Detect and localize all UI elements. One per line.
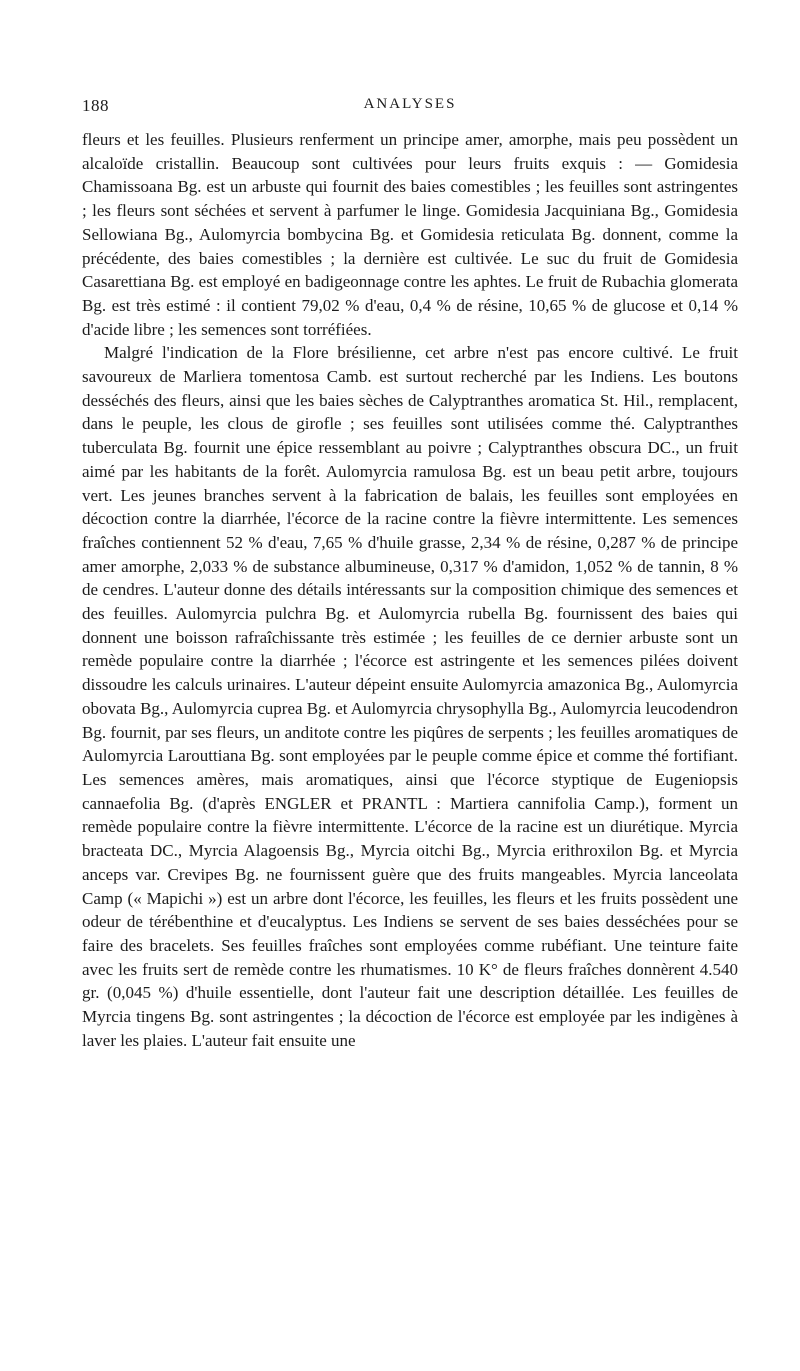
paragraph: Malgré l'indication de la Flore brésilienne, cet arbre n'est pas encore cultivé. Le fruit savoureux de Marliera tomentosa Camb. est surtout recherché par les Indiens. Les boutons desséchés des fleurs, ainsi que les baies sèches de Calyptranthes aromatica St. Hil., remplacent, dans le peuple, les clous de girofle ; ses feuilles sont utilisées comme thé. Calyptranthes tuberculata Bg. fournit une épice ressemblant au poivre ; Calyptranthes obscura DC., un fruit aimé par les habitants de la forêt. Aulomyrcia ramulosa Bg. est un beau petit arbre, toujours vert. Les jeunes branches servent à la fabrication de balais, les feuilles sont employées en décoction contre la diarrhée, l'écorce de la racine contre la fièvre intermittente. Les semences fraîches contiennent 52 % d'eau, 7,65 % d'huile grasse, 2,34 % de résine, 0,287 % de principe amer amorphe, 2,033 % de substance albumineuse, 0,317 % d'amidon, 1,052 % de tannin, 8 % de cendres. L'auteur donne des détails intéressants sur la composition chimique des semences et des feuilles. Aulomyrcia pulchra Bg. et Aulomyrcia rubella Bg. fournissent des baies qui donnent une boisson rafraîchissante très estimée ; les feuilles de ce dernier arbuste sont un remède populaire contre la diarrhée ; l'écorce est astringente et les semences pilées doivent dissoudre les calculs urinaires. L'auteur dépeint ensuite Aulomyrcia amazonica Bg., Aulomyrcia obovata Bg., Aulomyrcia cuprea Bg. et Aulomyrcia chrysophylla Bg., Aulomyrcia leucodendron Bg. fournit, par ses fleurs, un anditote contre les piqûres de serpents ; les feuilles aromatiques de Aulomyrcia Larouttiana Bg. sont employées par le peuple comme épice et comme thé fortifiant. Les semences amères, mais aromatiques, ainsi que l'écorce styptique de Eugeniopsis cannaefolia Bg. (d'après ENGLER et PRANTL : Martiera cannifolia Camp.), forment un remède populaire contre la fièvre intermittente. L'écorce de la racine est un diurétique. Myrcia bracteata DC., Myrcia Alagoensis Bg., Myrcia oitchi Bg., Myrcia erithroxilon Bg. et Myrcia anceps var. Crevipes Bg. ne fournissent guère que des fruits mangeables. Myrcia lanceolata Camp (« Mapichi ») est un arbre dont l'écorce, les feuilles, les fleurs et les fruits possèdent une odeur de térébenthine et d'eucalyptus. Les Indiens se servent de ses baies desséchées pour se faire des bracelets. Ses feuilles fraîches sont employées comme rubéfiant. Une teinture faite avec les fruits sert de remède contre les rhumatismes. 10 K° de fleurs fraîches donnèrent 4.540 gr. (0,045 %) d'huile essentielle, dont l'auteur fait une description détaillée. Les feuilles de Myrcia tingens Bg. sont astringentes ; la décoction de l'écorce est employée par les indigènes à laver les plaies. L'auteur fait ensuite une <box>82 343 738 1050</box>
page-number: 188 <box>82 96 109 115</box>
paragraph: fleurs et les feuilles. Plusieurs renferment un principe amer, amorphe, mais peu possèdent un alcaloïde cristallin. Beaucoup sont cultivées pour leurs fruits exquis : — Gomidesia Chamissoana Bg. est un arbuste qui fournit des baies comestibles ; les feuilles sont astringentes ; les fleurs sont séchées et servent à parfumer le linge. Gomidesia Jacquiniana Bg., Gomidesia Sellowiana Bg., Aulomyrcia bombycina Bg. et Gomidesia reticulata Bg. donnent, comme la précédente, des baies comestibles ; la dernière est cultivée. Le suc du fruit de Gomidesia Casarettiana Bg. est employé en badigeonnage contre les aphtes. Le fruit de Rubachia glomerata Bg. est très estimé : il contient 79,02 % d'eau, 0,4 % de résine, 10,65 % de glucose et 0,14 % d'acide libre ; les semences sont torréfiées. <box>82 130 738 339</box>
body-text <box>82 128 738 1052</box>
page-header <box>82 96 738 120</box>
running-head: ANALYSES <box>363 96 457 112</box>
